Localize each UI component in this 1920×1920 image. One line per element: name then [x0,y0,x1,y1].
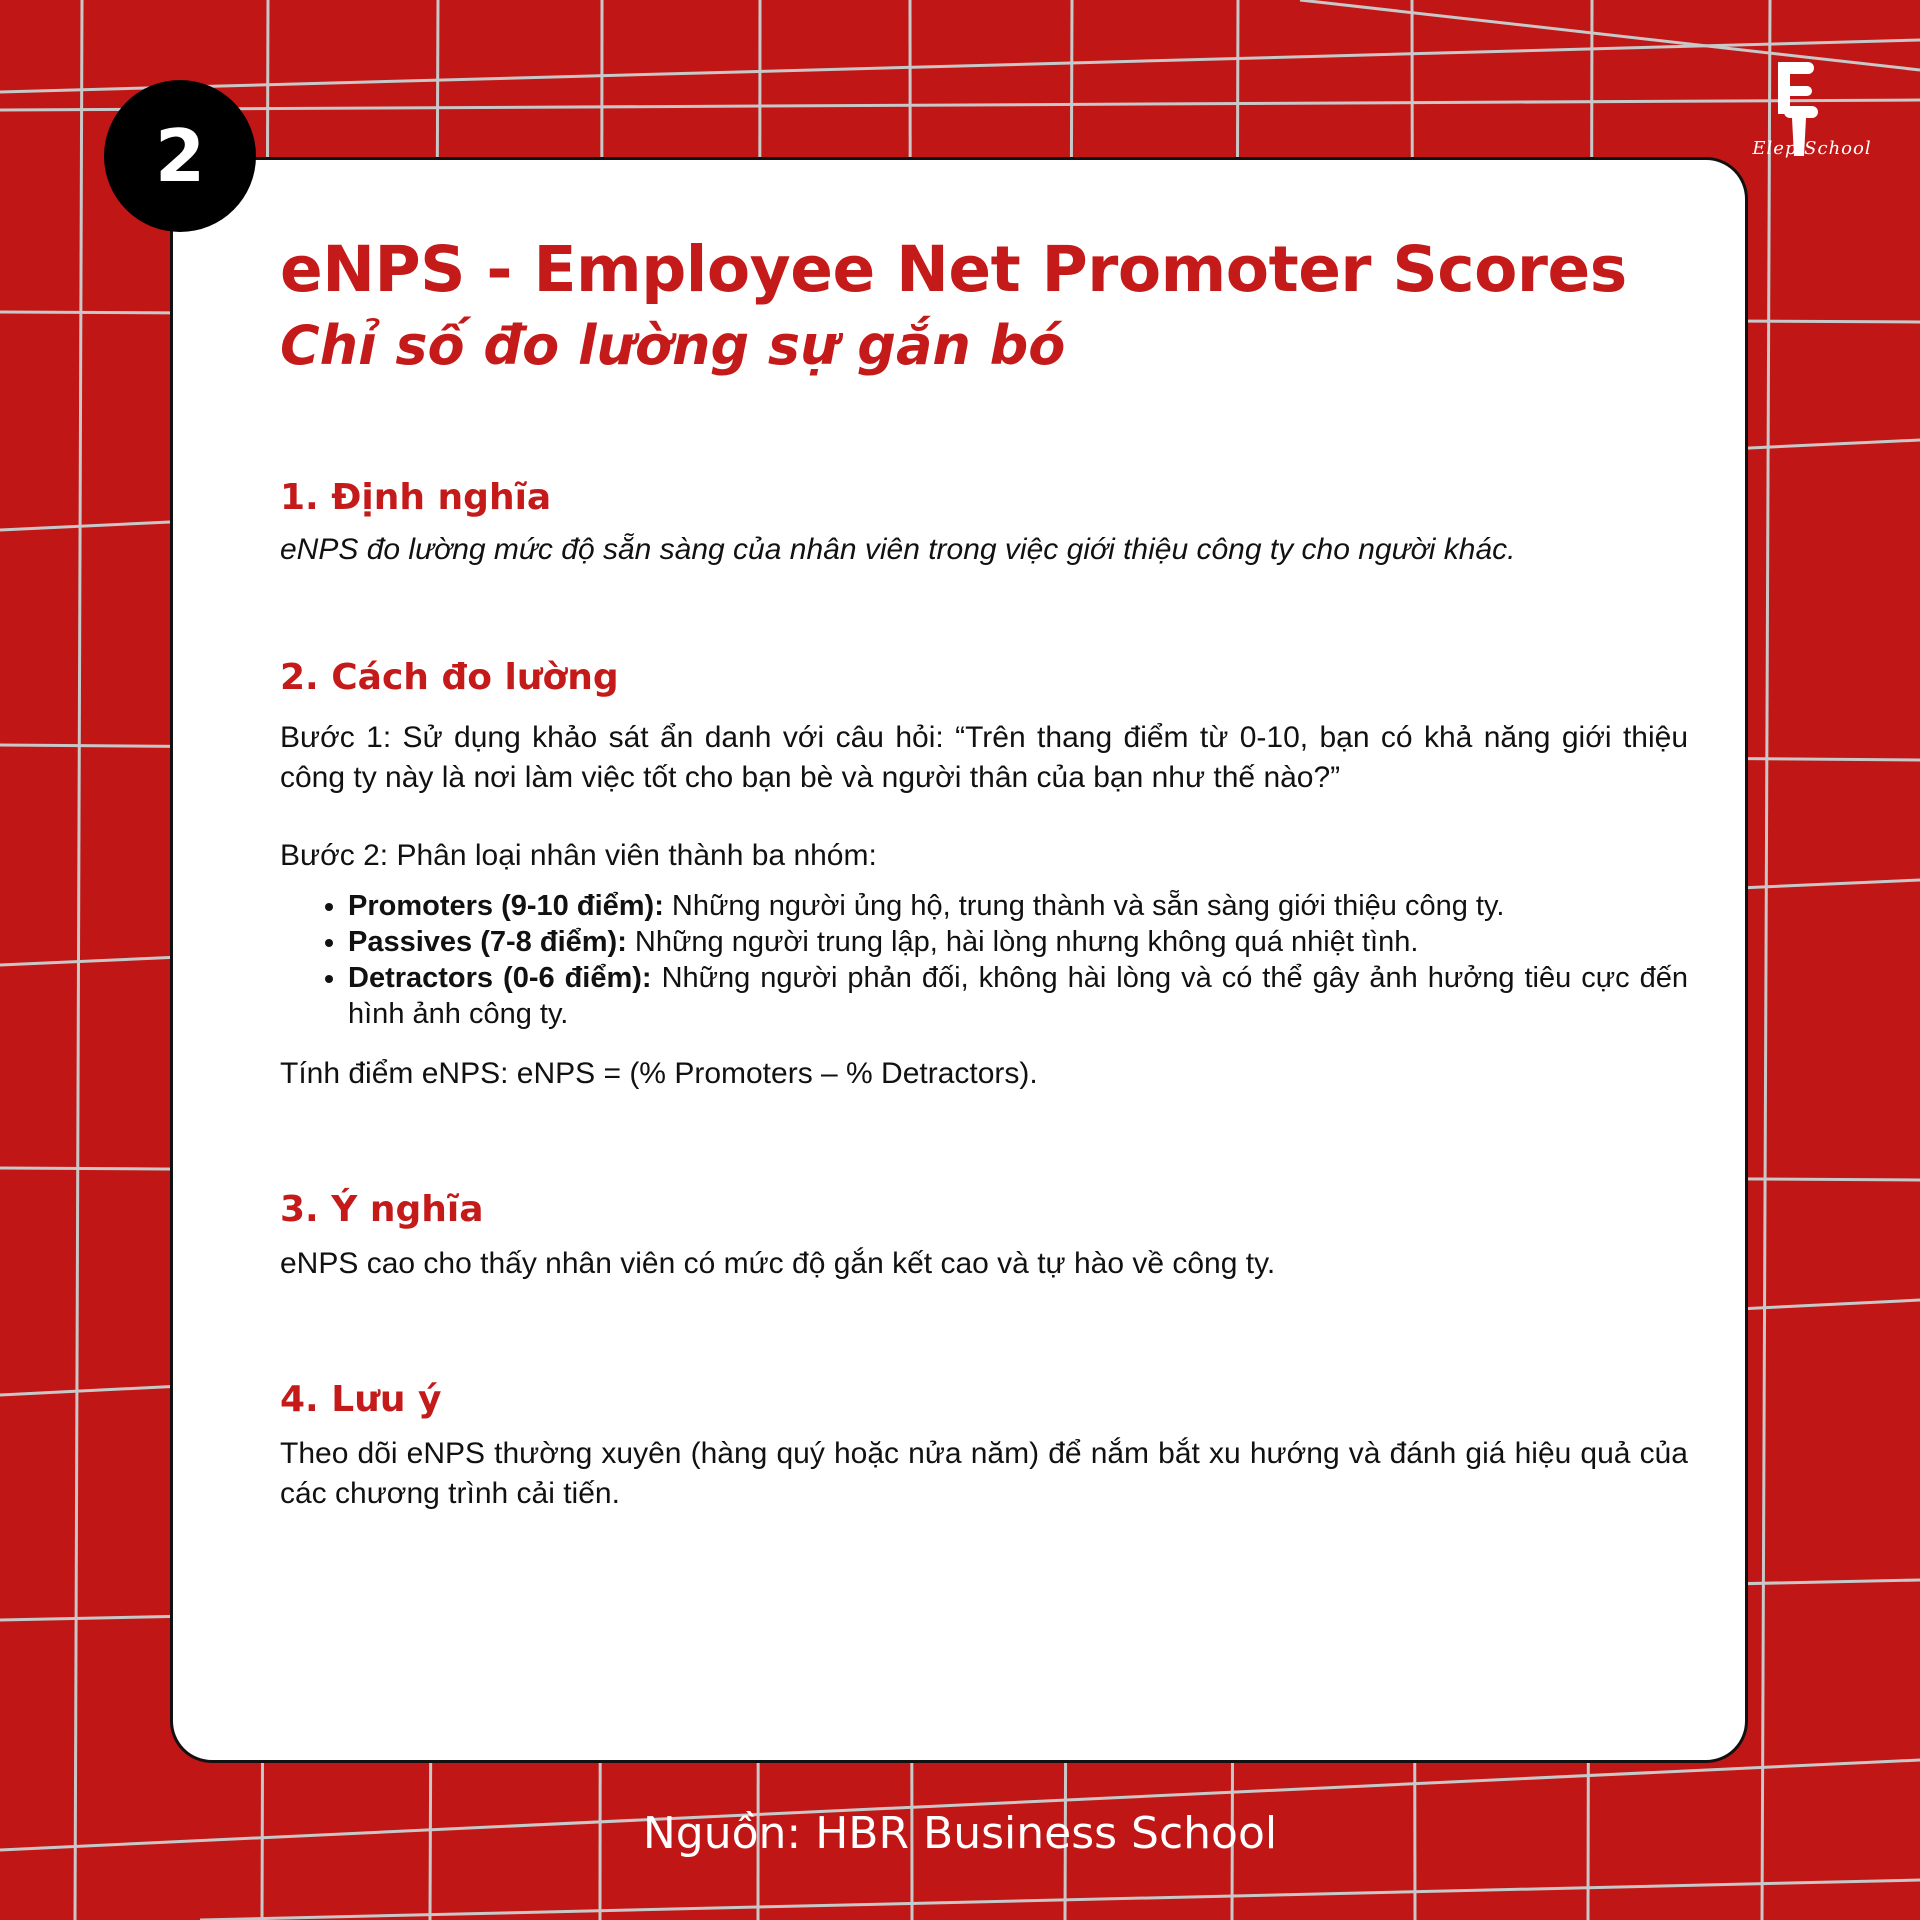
group-list [280,888,1688,1032]
group-text: Những người phản đối, không hài lòng và có thể gây ảnh hưởng tiêu cực đến hình ảnh công ty. [348,962,1688,1030]
source-credit: Nguồn: HBR Business School [642,1808,1278,1859]
slide-number-badge: 2 [104,80,256,232]
section-heading-definition: 1. Định nghĩa [280,477,552,518]
section-heading-measurement: 2. Cách đo lường [280,657,619,698]
page-subtitle: Chỉ số đo lường sự gắn bó [280,314,1066,377]
page-title: eNPS - Employee Net Promoter Scores [280,233,1627,306]
measurement-step-2: Bước 2: Phân loại nhân viên thành ba nhóm: [280,839,877,872]
main-content [280,232,1688,1514]
group-text: Những người trung lập, hài lòng nhưng không quá nhiệt tình. [626,926,1419,958]
group-text: Những người ủng hộ, trung thành và sẵn sàng giới thiệu công ty. [663,890,1505,922]
group-label: Detractors (0-6 điểm): [348,962,652,994]
list-item-promoters [348,888,1688,924]
group-label: Passives (7-8 điểm): [348,926,627,958]
section-heading-meaning: 3. Ý nghĩa [280,1189,484,1230]
notes-text: Theo dõi eNPS thường xuyên (hàng quý hoặc nửa năm) để nắm bắt xu hướng và đánh giá hiệu quả của các chương trình cải tiến. [280,1437,1688,1510]
definition-text: eNPS đo lường mức độ sẵn sàng của nhân viên trong việc giới thiệu công ty cho người khác. [280,533,1516,566]
section-heading-notes: 4. Lưu ý [280,1379,442,1420]
group-label: Promoters (9-10 điểm): [348,890,664,922]
list-item-passives [348,924,1688,960]
measurement-step-1: Bước 1: Sử dụng khảo sát ẩn danh với câu hỏi: “Trên thang điểm từ 0-10, bạn có khả năng giới thiệu công ty này là nơi làm việc tốt cho bạn bè và người thân của bạn như thế nào?” [280,721,1688,794]
list-item-detractors [348,960,1688,1032]
brand-logo-icon [1748,58,1873,180]
formula-text: Tính điểm eNPS: eNPS = (% Promoters – % Detractors). [280,1057,1038,1090]
brand-logo-text: Elep School [1752,138,1872,159]
meaning-text: eNPS cao cho thấy nhân viên có mức độ gắn kết cao và tự hào về công ty. [280,1247,1276,1280]
